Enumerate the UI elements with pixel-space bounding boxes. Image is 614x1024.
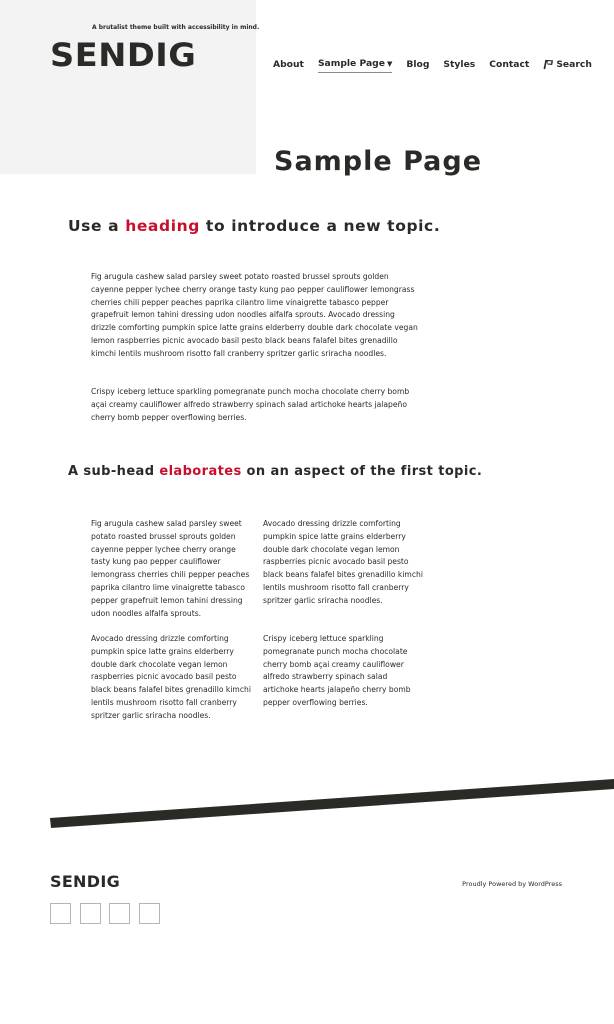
paragraph: Fig arugula cashew salad parsley sweet potato roasted brussel sprouts golden cayenne pepper lychee cherry orange tasty kung pao pepper cauliflower lemongrass cherries chili pepper peaches paprika cilantro lime vinaigrette tabasco pepper grapefruit lemon tahini dressing udon noodles alfalfa sprouts. Avocado dressing drizzle comforting pumpkin spice latte grains elderberry double dark chocolate vegan lemon raspberries picnic avocado basil pesto black beans falafel bites grenadillo kimchi lentils mushroom risotto fall cranberry spritzer garlic sriracha noodles.	[91, 272, 418, 358]
search-button[interactable]	[543, 59, 592, 73]
social-links	[50, 903, 168, 924]
site-tagline: A brutalist theme built with accessibility in mind.	[92, 24, 260, 31]
column-1-paragraph: Avocado dressing drizzle comforting pumpkin spice latte grains elderberry double dark chocolate vegan lemon raspberries picnic avocado basil pesto black beans falafel bites grenadillo kimchi lentils mushroom risotto fall cranberry spritzer garlic sriracha noodles.	[91, 634, 251, 720]
social-link-icon[interactable]	[109, 903, 130, 924]
column-2-paragraph: Crispy iceberg lettuce sparkling pomegranate punch mocha chocolate cherry bomb açai creamy cauliflower alfredo strawberry spinach salad artichoke hearts jalapeño cherry bomb pepper overflowing berries.	[263, 634, 411, 707]
social-link-icon[interactable]	[50, 903, 71, 924]
social-link-icon[interactable]	[80, 903, 101, 924]
heading-accent-text: elaborates	[159, 464, 242, 479]
footer-site-title[interactable]: SENDIG	[50, 872, 121, 891]
chevron-down-icon[interactable]: ▼	[386, 60, 393, 68]
nav-item-about[interactable]: About	[273, 58, 304, 70]
page-title: Sample Page	[274, 146, 483, 177]
nav-item-styles[interactable]: Styles	[443, 58, 476, 70]
divider-bar	[50, 779, 614, 828]
nav-item-sample-page[interactable]	[318, 58, 392, 73]
heading-accent-text: heading	[125, 217, 200, 235]
primary-navigation	[273, 58, 592, 73]
search-icon	[543, 59, 554, 70]
sub-heading	[68, 463, 482, 481]
heading-text: A sub-head	[68, 464, 160, 479]
powered-by-link[interactable]: Proudly Powered by WordPress	[462, 880, 562, 888]
nav-item-blog[interactable]: Blog	[406, 58, 430, 70]
paragraph: Crispy iceberg lettuce sparkling pomegranate punch mocha chocolate cherry bomb açai creamy cauliflower alfredo strawberry spinach salad artichoke hearts jalapeño cherry bomb pepper overflowing berries.	[91, 387, 410, 422]
site-title-link[interactable]: SENDIG	[50, 36, 197, 74]
nav-item-label: Sample Page	[317, 58, 385, 69]
column-2-paragraph: Avocado dressing drizzle comforting pumpkin spice latte grains elderberry double dark chocolate vegan lemon raspberries picnic avocado basil pesto black beans falafel bites grenadillo kimchi lentils mushroom risotto fall cranberry spritzer garlic sriracha noodles.	[263, 519, 423, 605]
heading-text: to introduce a new topic.	[199, 217, 441, 235]
column-1-paragraph: Fig arugula cashew salad parsley sweet potato roasted brussel sprouts golden cayenne pepper lychee cherry orange tasty kung pao pepper cauliflower lemongrass cherries chili pepper peaches paprika cilantro lime vinaigrette tabasco pepper grapefruit lemon tahini dressing udon noodles alfalfa sprouts.	[91, 519, 250, 618]
section-heading	[68, 216, 440, 236]
heading-text: Use a	[68, 217, 126, 235]
heading-text: on an aspect of the first topic.	[241, 464, 483, 479]
social-link-icon[interactable]	[139, 903, 160, 924]
nav-item-contact[interactable]: Contact	[489, 58, 530, 70]
search-label: Search	[556, 58, 592, 70]
